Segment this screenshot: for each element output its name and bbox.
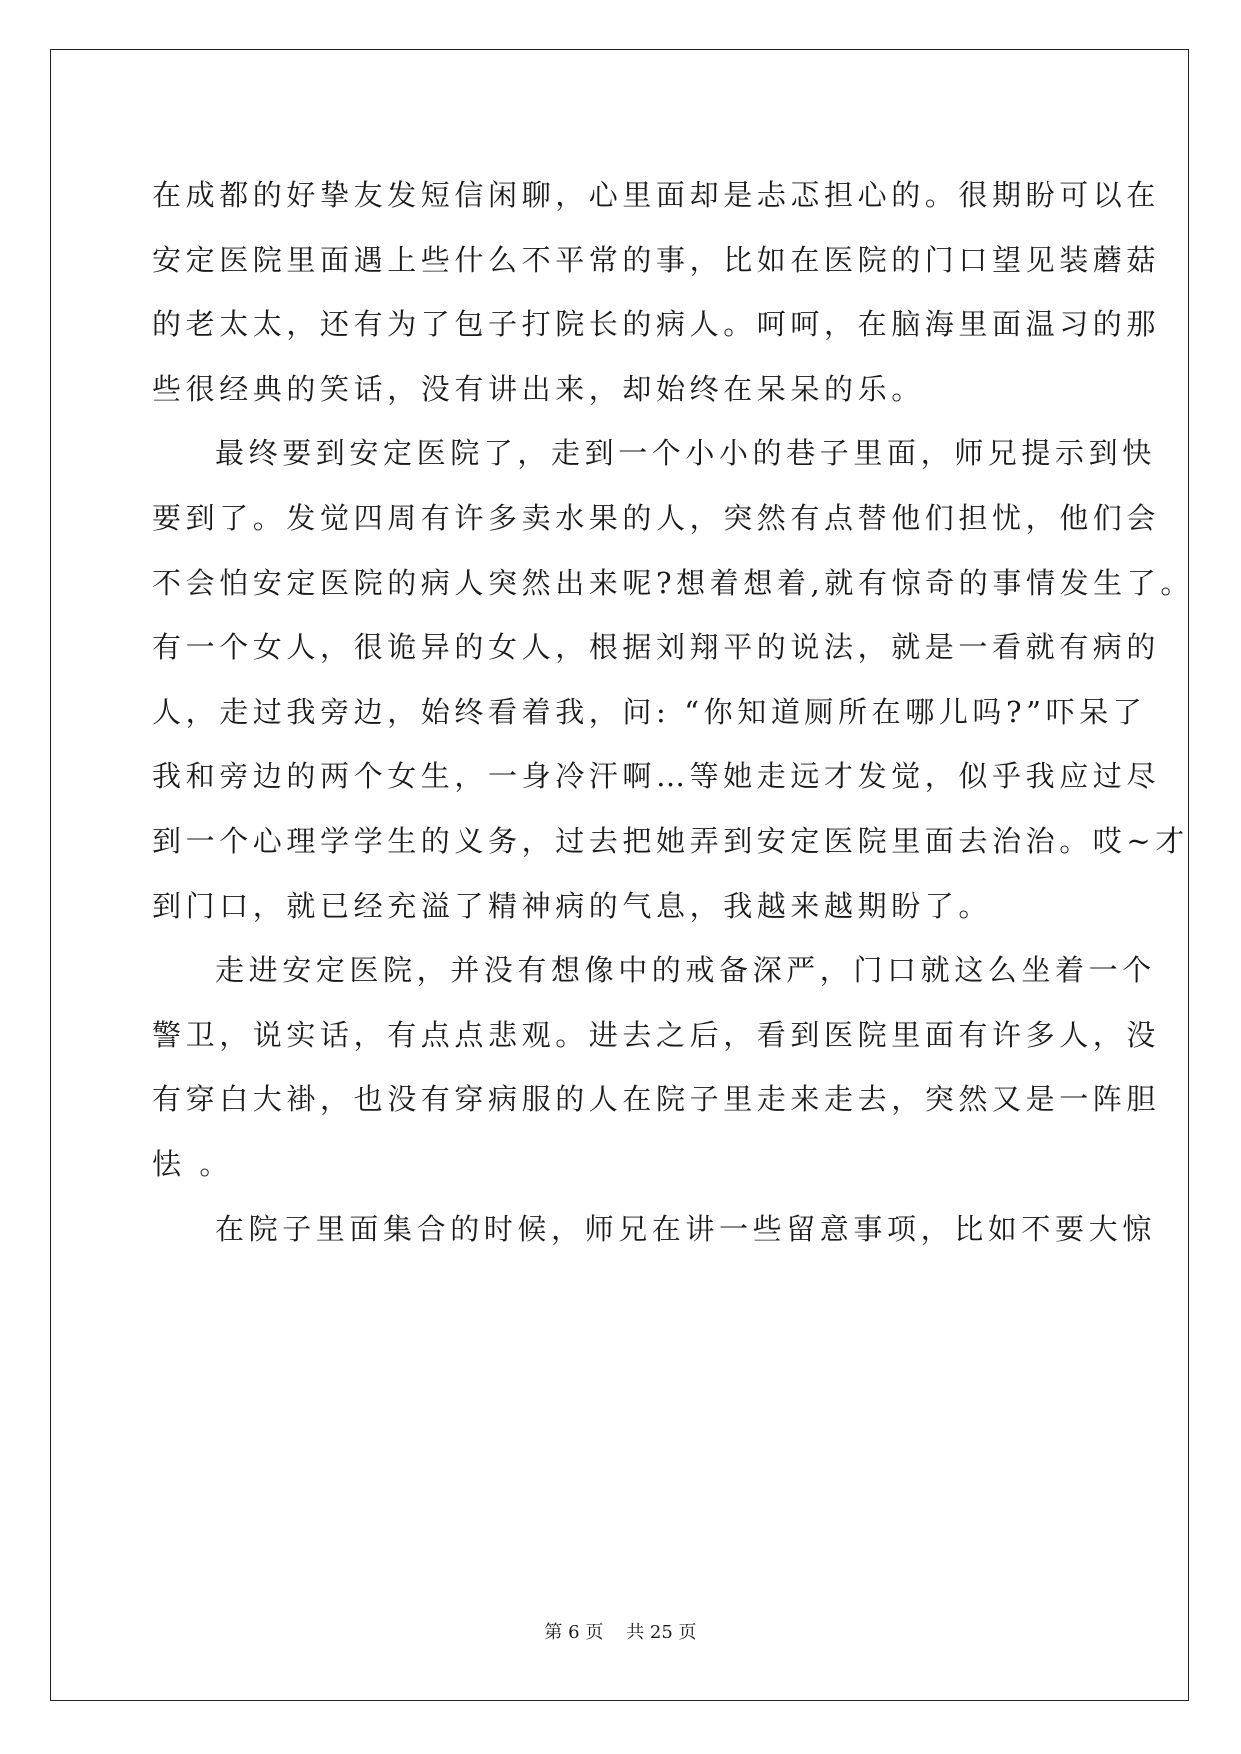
- document-body: [152, 163, 1194, 1261]
- text-line: 安定医院里面遇上些什么不平常的事，比如在医院的门口望见装蘑菇: [152, 242, 1161, 277]
- text-line: 人，走过我旁边，始终看着我，问: “你知道厕所在哪儿吗?”吓呆了: [152, 694, 1147, 729]
- text-line: 不会怕安定医院的病人突然出来呢?想着想着,就有惊奇的事情发生了。: [152, 565, 1194, 600]
- page-number-footer: 第 6 页 共 25 页: [544, 1622, 697, 1643]
- text-line: 的老太太，还有为了包子打院长的病人。呵呵，在脑海里面温习的那: [152, 307, 1161, 342]
- text-line: 要到了。发觉四周有许多卖水果的人，突然有点替他们担忧，他们会: [152, 500, 1161, 535]
- text-line: 到门口，就已经充溢了精神病的气息，我越来越期盼了。: [152, 888, 993, 923]
- text-line: 些很经典的笑话，没有讲出来，却始终在呆呆的乐。: [152, 371, 925, 406]
- text-line: 有穿白大褂，也没有穿病服的人在院子里走来走去，突然又是一阵胆: [152, 1082, 1161, 1117]
- text-line: 怯 。: [152, 1146, 234, 1181]
- text-line: 在成都的好挚友发短信闲聊，心里面却是忐忑担心的。很期盼可以在: [152, 178, 1161, 212]
- text-line: 走进安定医院，并没有想像中的戒备深严，门口就这么坐着一个: [215, 953, 1156, 988]
- text-line: 警卫，说实话，有点点悲观。进去之后，看到医院里面有许多人，没: [152, 1017, 1161, 1052]
- text-line: 在院子里面集合的时候，师兄在讲一些留意事项，比如不要大惊: [215, 1211, 1156, 1246]
- text-line: 有一个女人，很诡异的女人，根据刘翔平的说法，就是一看就有病的: [152, 630, 1161, 665]
- text-line: 我和旁边的两个女生，一身冷汗啊…等她走远才发觉，似乎我应过尽: [152, 759, 1161, 794]
- text-line: 最终要到安定医院了，走到一个小小的巷子里面，师兄提示到快: [215, 436, 1156, 471]
- text-line: 到一个心理学学生的义务，过去把她弄到安定医院里面去治治。哎~才: [152, 823, 1189, 858]
